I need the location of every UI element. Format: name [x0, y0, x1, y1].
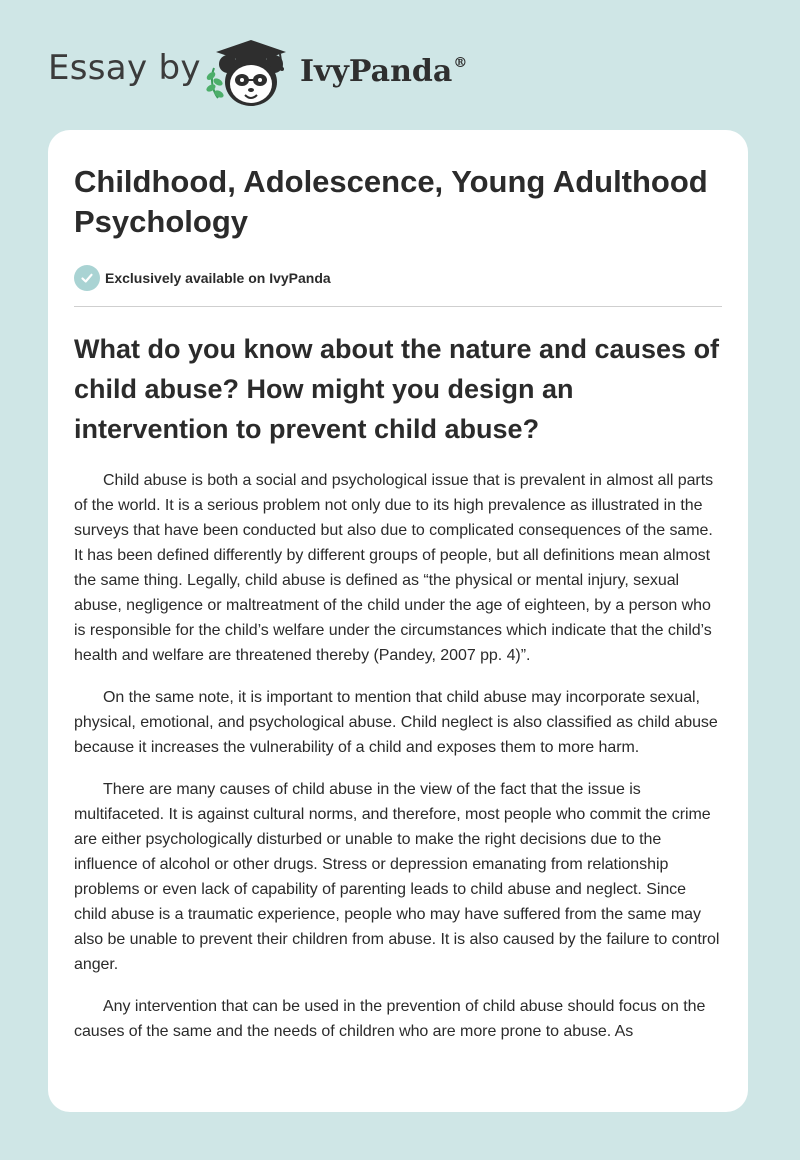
paragraph: Any intervention that can be used in the prevention of child abuse should focus on the causes of the same and the needs of children who are more prone to abuse. As — [74, 998, 706, 1040]
paragraph: There are many causes of child abuse in the view of the fact that the issue is multifaceted. It is against cultural norms, and therefore, most people who commit the crime are either psychologically disturbed or unable to make the right decisions due to the influence of alcohol or other drugs. Stress or depression emanating from relationship problems or even lack of capability of parenting leads to child abuse and neglect. Since child abuse is a traumatic experience, people who may have suffered from the same may also be unable to prevent their children from abuse. It is also caused by the failure to control anger. — [74, 781, 720, 973]
check-circle-icon — [74, 265, 100, 291]
paragraph: On the same note, it is important to mention that child abuse may incorporate sexual, physical, emotional, and psychological abuse. Child neglect is also classified as child abuse because it increases the vulnerability of a child and exposes them to more harm. — [74, 689, 718, 756]
paragraph: Child abuse is both a social and psychological issue that is prevalent in almost all parts of the world. It is a serious problem not only due to its high prevalence as illustrated in the surveys that have been conducted but also due to complicated consequences of the same. It has been defined differently by different groups of people, but all definitions mean almost the same thing. Legally, child abuse is defined as “the physical or mental injury, sexual abuse, negligence or maltreatment of the child under the age of eighteen, by a person who is responsible for the child’s welfare under the circumstances which indicate that the child’s health and welfare are threatened thereby (Pandey, 2007 pp. 4)”. — [74, 472, 714, 664]
brand-name[interactable] — [300, 54, 467, 89]
essay-content — [74, 162, 722, 1061]
site-header — [48, 34, 648, 114]
section-heading: What do you know about the nature and causes of child abuse? How might you design an intervention to prevent child abuse? — [74, 334, 720, 444]
registered-mark: ® — [453, 55, 468, 71]
exclusive-badge — [74, 265, 722, 291]
page-title: Childhood, Adolescence, Young Adulthood Psychology — [74, 164, 708, 239]
ivypanda-logo-icon[interactable] — [200, 34, 296, 110]
essay-by-label: Essay by — [48, 48, 201, 88]
divider — [74, 306, 722, 307]
brand-name-text: IvyPanda — [300, 54, 453, 89]
essay-card — [48, 130, 748, 1112]
essay-body — [74, 468, 722, 1044]
badge-text: Exclusively available on IvyPanda — [105, 270, 331, 286]
